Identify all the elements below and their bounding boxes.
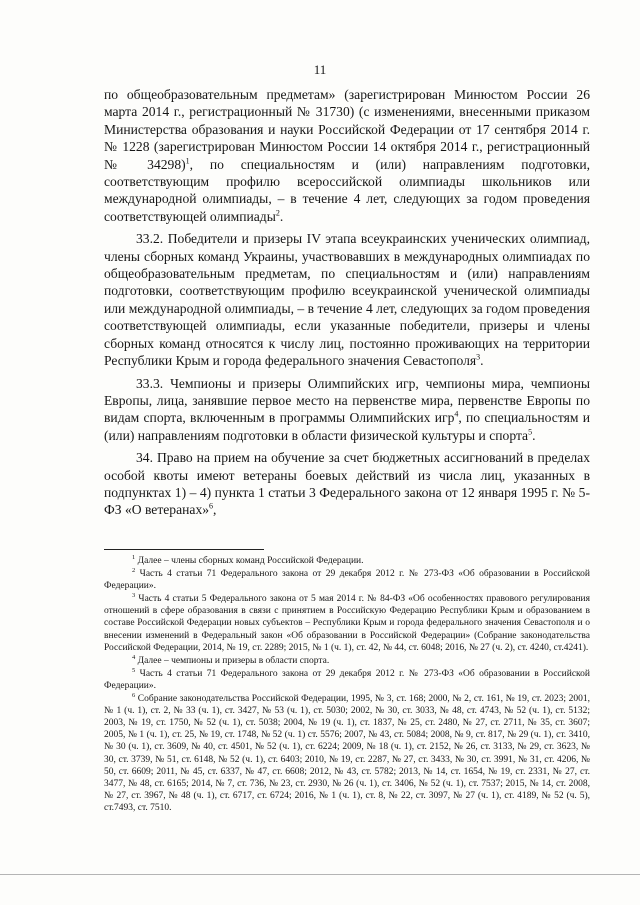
footnote-6 [104, 693, 590, 814]
footnote-number: 3 [132, 592, 136, 600]
page-number: 11 [313, 62, 327, 77]
footnotes [104, 555, 590, 815]
footnote-ref[interactable]: 3 [476, 352, 481, 362]
footnote-text: Часть 4 статьи 71 Федерального закона от 29 декабря 2012 г. № 273-ФЗ «Об образовании в Российской Федерации». [104, 668, 590, 691]
footnote-number: 6 [132, 691, 136, 699]
footnote-1 [104, 555, 590, 567]
footnote-3 [104, 593, 590, 653]
footnote-number: 1 [132, 553, 136, 561]
footnote-text: Часть 4 статьи 5 Федерального закона от 5 мая 2014 г. № 84-ФЗ «Об особенностях правового регулирования отношений в сфере образования в связи с принятием в Российскую Федерацию Республики Крым и образованием в составе Российской Федерации новых субъектов – Республики Крым и города федерального значения Севастополя и о внесении изменений в Федеральный закон «Об образовании в Российской Федерации» (Собрание законодательства Российской Федерации, 2014, № 19, ст. 2289; 2015, № 1 (ч. 1), ст. 42, № 44, ст. 6048; 2016, № 27 (ч. 2), ст. 4240, ст.4241). [104, 594, 590, 653]
paragraph-continuation: по общеобразовательным предметам» (зарегистрирован Минюстом России 26 марта 2014 г., регистрационный № 31730) (с изменениями, внесенными приказом Министерства образования и науки Российской Федерации от 17 сентября 2014 г. № 1228 (зарегистрирован Минюстом России 14 октября 2014 г., регистрационный № 34298)$^1$, по специальностям и (или) направлениям подготовки, соответствующим профилю всероссийской олимпиады школьников или международной олимпиады, – в течение 4 лет, следующих за годом проведения соответствующей олимпиады$^2$. [104, 87, 590, 224]
footnote-ref[interactable]: 2 [275, 208, 280, 218]
footnote-text: Далее – чемпионы и призеры в области спорта. [135, 655, 330, 666]
footnote-ref[interactable]: 4 [454, 409, 459, 419]
footnote-text: Далее – члены сборных команд Российской Федерации. [135, 556, 364, 566]
scan-edge-line [0, 874, 640, 875]
paragraph-34: 34. Право на прием на обучение за счет бюджетных ассигнований в пределах особой квоты имеют ветераны боевых действий из числа лиц, указанных в подпунктах 1) – 4) пункта 1 статьи 3 Федерального закона от 12 января 1995 г. № 5-ФЗ «О ветеранах»$^6$, [104, 450, 590, 518]
footnote-number: 4 [132, 653, 136, 661]
footnote-4 [104, 655, 590, 667]
footnote-ref[interactable]: 1 [185, 156, 190, 166]
footnote-number: 5 [132, 666, 136, 674]
footnote-5 [104, 668, 590, 692]
footnote-number: 2 [132, 566, 136, 574]
footnote-separator [104, 549, 264, 550]
paragraph-33-3: 33.3. Чемпионы и призеры Олимпийских игр, чемпионы мира, чемпионы Европы, лица, занявшие первое место на первенстве мира, первенстве Европы по видам спорта, включенным в программы Олимпийских игр$^4$, по специальностям и (или) направлениям подготовки в области физической культуры и спорта$^5$. [104, 375, 590, 443]
footnote-text: Часть 4 статьи 71 Федерального закона от 29 декабря 2012 г. № 273-ФЗ «Об образовании в Российской Федерации». [104, 569, 590, 592]
footnote-2 [104, 568, 590, 592]
footnote-text: Собрание законодательства Российской Федерации, 1995, № 3, ст. 168; 2000, № 2, ст. 161, № 19, ст. 2023; 2001, № 1 (ч. 1), ст. 2, № 33 (ч. 1), ст. 3427, № 53 (ч. 1), ст. 5030; 2002, № 30, ст. 3033, № 48, ст. 4743, № 52 (ч. 1), ст. 5132; 2003, № 19, ст. 1750, № 52 (ч. 1), ст. 5038; 2004, № 19 (ч. 1), ст. 1837, № 25, ст. 2480, № 27, ст. 2711, № 35, ст. 3607; 2005, № 1 (ч. 1), ст. 25, № 19, ст. 1748, № 52 (ч. 1) ст. 5576; 2007, № 43, ст. 5084; 2008, № 9, ст. 817, № 29 (ч. 1), ст. 3410, № 30 (ч. 1), ст. 3609, № 40, ст. 4501, № 52 (ч. 1), ст. 6224; 2009, № 18 (ч. 1), ст. 2152, № 26, ст. 3133, № 29, ст. 3623, № 30, ст. 3739, № 51, ст. 6148, № 52 (ч. 1), ст. 6403; 2010, № 19, ст. 2287, № 27, ст. 3433, № 30, ст. 3991, № 31, ст. 4206, № 50, ст. 6609; 2011, № 45, ст. 6337, № 47, ст. 6608; 2012, № 43, ст. 5782; 2013, № 14, ст. 1654, № 19, ст. 2331, № 27, ст. 3477, № 48, ст. 6165; 2014, № 7, ст. 736, № 23, ст. 2930, № 26 (ч. 1), ст. 3406, № 52 (ч. 1), ст. 7537; 2015, № 14, ст. 2008, № 27, ст. 3967, № 48 (ч. 1), ст. 6717, ст. 6724; 2016, № 1 (ч. 1), ст. 8, № 22, ст. 3097, № 27 (ч. 1), ст. 4189, № 52 (ч. 5), ст.7493, ст. 7510. [104, 694, 590, 813]
paragraph-33-2: 33.2. Победители и призеры IV этапа всеукраинских ученических олимпиад, члены сборных команд Украины, участвовавших в международных олимпиадах по общеобразовательным предметам, по специальностям и (или) направлениям подготовки, соответствующим профилю всеукраинской ученической олимпиады или международной олимпиады, – в течение 4 лет, следующих за годом проведения соответствующей олимпиады, если указанные победители, призеры и члены сборных команд относятся к числу лиц, постоянно проживающих на территории Республики Крым и города федерального значения Севастополя$^3$. [104, 231, 590, 369]
footnote-ref[interactable]: 5 [528, 427, 533, 437]
footnote-ref[interactable]: 6 [209, 501, 214, 511]
main-text [104, 86, 590, 524]
